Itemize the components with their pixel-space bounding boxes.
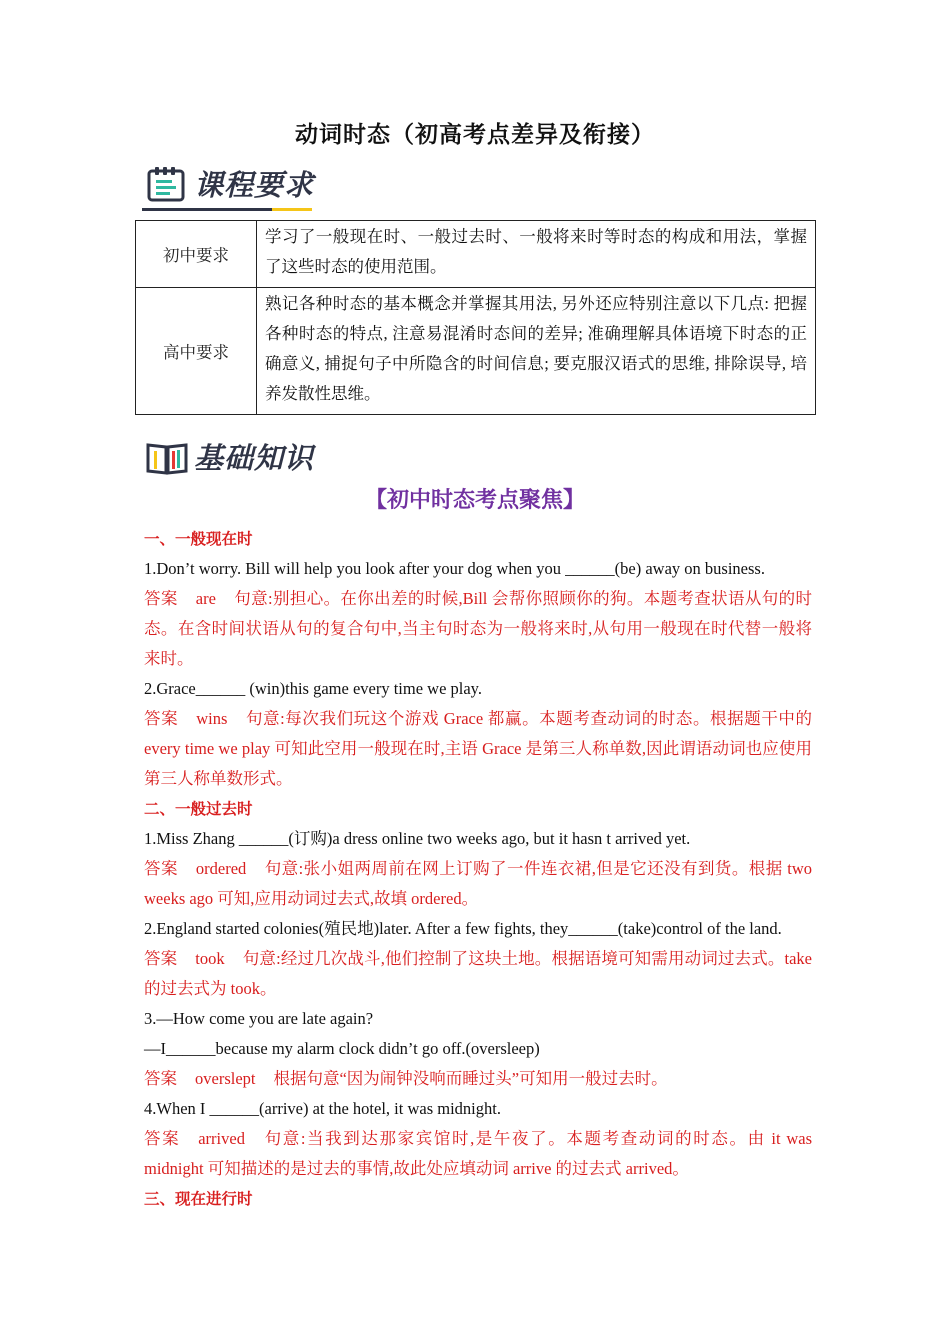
answer-explanation: 句意:当我到达那家宾馆时,是午夜了。本题考查动词的时态。由 it was midnight 可知描述的是过去的事情,故此处应填动词 arrive 的过去式 arrived。 [144,1129,812,1178]
group-heading: 一、一般现在时 [144,530,253,548]
answer-label: 答案 [144,949,178,968]
group-heading: 二、一般过去时 [144,800,253,818]
answer-block [144,854,812,914]
answer-explanation: 根据句意“因为闹钟没响而睡过头”可知用一般过去时。 [273,1069,668,1088]
basic-knowledge-header [146,436,314,477]
question: 2.Grace______ (win)this game every time we play. [144,679,482,698]
answer-label: 答案 [144,589,178,608]
section-label: 基础知识 [194,441,315,475]
question: 1.Miss Zhang ______(订购)a dress online two weeks ago, but it hasn t arrived yet. [144,829,691,848]
group-heading: 三、现在进行时 [144,1190,253,1208]
exercise-content [144,524,812,1214]
clipboard-icon [146,166,188,202]
answer-label: 答案 [144,1069,177,1088]
answer-value: wins [196,709,228,728]
question: 1.Don’t worry. Bill will help you look after your dog when you ______(be) away on business. [144,559,765,578]
book-icon [146,439,188,475]
requirement-cell: 学习了一般现在时、一般过去时、一般将来时等时态的构成和用法，掌握了这些时态的使用范围。 [257,221,816,288]
section-label: 课程要求 [194,168,315,202]
question: —I______because my alarm clock didn’t go off.(oversleep) [144,1039,540,1058]
answer-explanation: 句意:张小姐两周前在网上订购了一件连衣裙,但是它还没有到货。根据 two weeks ago 可知,应用动词过去式,故填 ordered。 [144,859,812,908]
answer-explanation: 句意:每次我们玩这个游戏 Grace 都赢。本题考查动词的时态。根据题干中的 every time we play 可知此空用一般现在时,主语 Grace 是第三人称单数,因此谓语动词也应使用第三人称单数形式。 [144,709,813,788]
table-row [136,288,816,415]
answer-label: 答案 [144,859,178,878]
answer-explanation: 句意:别担心。在你出差的时候,Bill 会帮你照顾你的狗。本题考查状语从句的时态。在含时间状语从句的复合句中,当主句时态为一般将来时,从句用一般现在时代替一般将来时。 [144,589,813,668]
level-cell: 初中要求 [136,221,257,288]
answer-block [144,944,812,1004]
question: 2.England started colonies(殖民地)later. After a few fights, they______(take)control of the land. [144,919,782,938]
document-title: 动词时态（初高考点差异及衔接） [295,122,655,148]
answer-explanation: 句意:经过几次战斗,他们控制了这块土地。根据语境可知需用动词过去式。take 的过去式为 took。 [144,949,812,998]
table-row [136,221,816,288]
answer-value: are [195,589,216,608]
answer-block [144,704,812,794]
requirement-cell: 熟记各种时态的基本概念并掌握其用法, 另外还应特别注意以下几点: 把握各种时态的特点, 注意易混淆时态间的差异; 准确理解具体语境下时态的正确意义, 捕捉句子中所隐含的时间信息; 要克服汉语式的思维, 排除误导, 培养发散性思维。 [257,288,816,415]
course-requirements-header [146,163,314,204]
answer-block [144,584,812,674]
answer-value: overslept [195,1069,256,1088]
section-underline [142,208,312,212]
answer-label: 答案 [144,1129,181,1148]
answer-value: arrived [198,1129,245,1148]
answer-value: took [195,949,225,968]
answer-block [144,1064,812,1094]
answer-value: ordered [195,859,247,878]
level-cell: 高中要求 [136,288,257,415]
question: 3.—How come you are late again? [144,1009,374,1028]
focus-title: 【初中时态考点聚焦】 [364,488,585,513]
answer-label: 答案 [144,709,179,728]
answer-block [144,1124,812,1184]
requirements-table [135,220,816,415]
question: 4.When I ______(arrive) at the hotel, it was midnight. [144,1099,501,1118]
